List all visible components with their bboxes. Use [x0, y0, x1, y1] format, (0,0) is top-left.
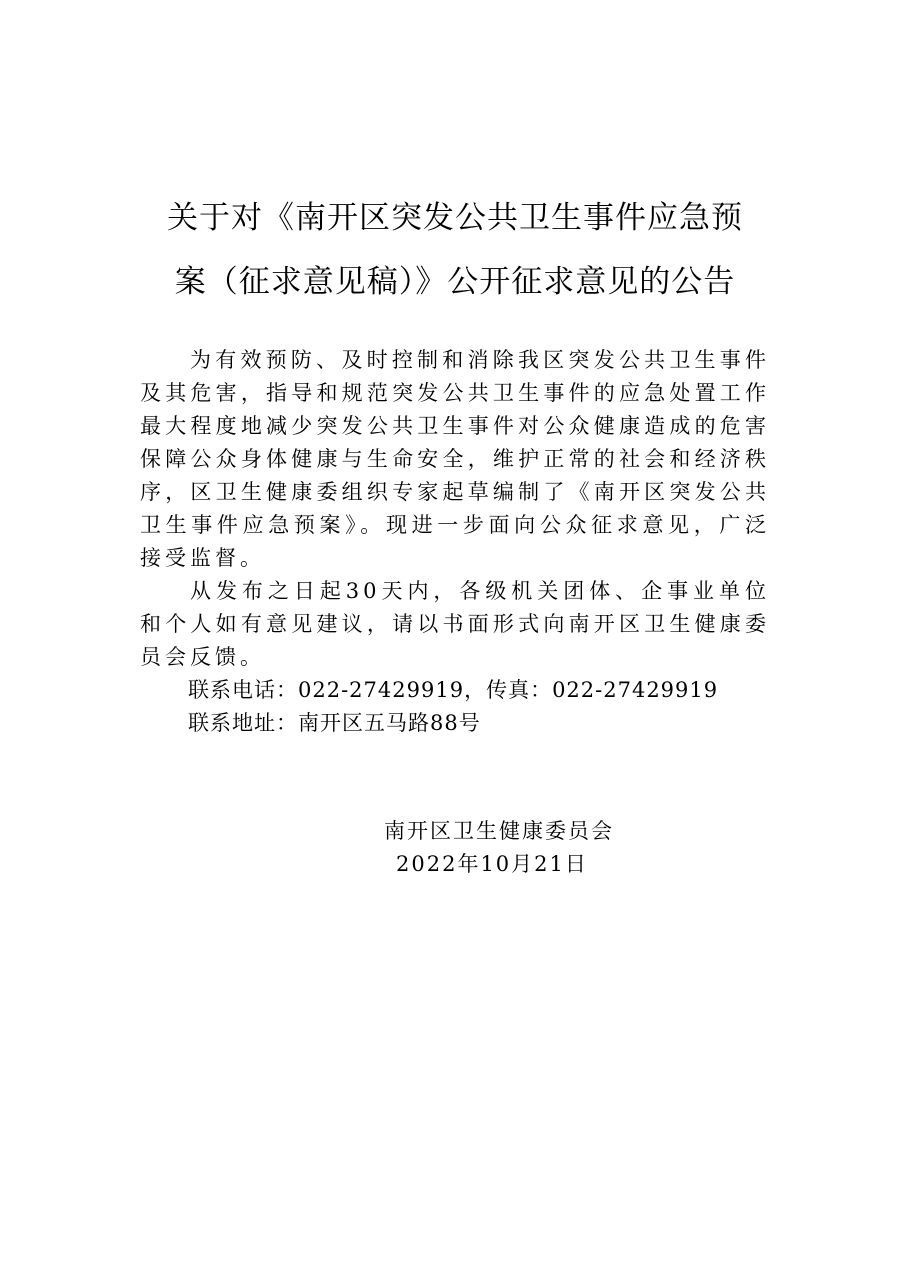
paragraph-purpose: 为有效预防、及时控制和消除我区突发公共卫生事件及其危害，指导和规范突发公共卫生事件的应急处置工作最大程度地减少突发公共卫生事件对公众健康造成的危害保障公众身体健康与生命安全，维护正常的社会和经济秩序，区卫生健康委组织专家起草编制了《南开区突发公共卫生事件应急预案》。现进一步面向公众征求意见，广泛接受监督。: [140, 348, 770, 570]
signature-organization: 南开区卫生健康委员会: [384, 819, 614, 843]
contact-address: 联系地址：南开区五马路88号: [188, 711, 481, 735]
title-line-2: 案（征求意见稿）》公开征求意见的公告: [174, 264, 736, 300]
document-title: [130, 186, 780, 314]
signature-block: [384, 815, 644, 881]
paragraph-feedback: 从发布之日起30天内，各级机关团体、企事业单位和个人如有意见建议，请以书面形式向南开区卫生健康委员会反馈。: [140, 579, 770, 669]
document-body: [140, 344, 770, 740]
signature-date: 2022年10月21日: [396, 852, 588, 876]
title-line-1: 关于对《南开区突发公共卫生事件应急预: [167, 200, 743, 236]
contact-phone: 联系电话：022-27429919，传真：022-27429919: [188, 678, 719, 702]
